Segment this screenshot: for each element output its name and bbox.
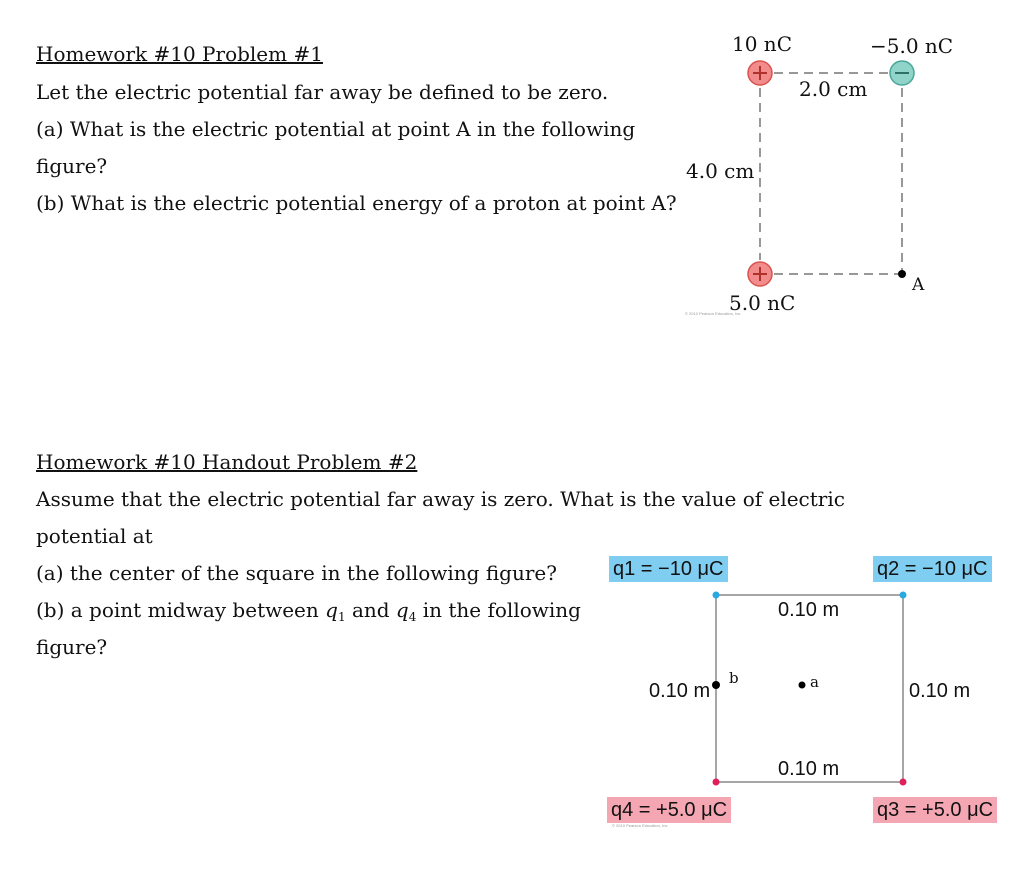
charge-q2-dot (900, 592, 907, 599)
problem1-title: Homework #10 Problem #1 (36, 42, 323, 66)
charge-q3-dot (900, 779, 907, 786)
side-label-right: 0.10 m (909, 680, 971, 702)
problem2-line-5: figure? (36, 635, 108, 659)
point-b-label: b (729, 669, 739, 687)
q2-label: q2 = −10 μC (873, 556, 992, 582)
q1-label: q1 = −10 μC (609, 556, 728, 582)
negative-charge-icon (890, 61, 914, 85)
q3-label: q3 = +5.0 μC (873, 797, 997, 823)
side-label-left: 0.10 m (649, 680, 711, 702)
line4-prefix: (b) a point midway between (36, 598, 326, 622)
charge-label-10nc: 10 nC (732, 32, 792, 56)
charge-label-5nc: 5.0 nC (729, 291, 796, 315)
line4-and: and (345, 598, 396, 622)
charge-label-neg5nc: −5.0 nC (870, 34, 954, 58)
copyright-note: © 2010 Pearson Education, Inc. (612, 823, 669, 828)
side-label-bottom: 0.10 m (778, 758, 840, 780)
subscript-1: 1 (337, 610, 346, 624)
q-symbol: q (325, 598, 338, 622)
problem2-line-4 (36, 598, 581, 624)
problem2-line-3: (a) the center of the square in the following figure? (36, 561, 557, 585)
side-label-top: 0.10 m (778, 599, 840, 621)
problem1-line-3: figure? (36, 154, 108, 178)
point-a-dot (799, 682, 806, 689)
problem2-title: Homework #10 Handout Problem #2 (36, 450, 418, 474)
q-symbol: q (395, 598, 409, 622)
problem1-line-1: Let the electric potential far away be defined to be zero. (36, 80, 609, 104)
point-a-label: a (810, 673, 819, 691)
point-b-dot (712, 681, 720, 689)
problem1-line-4: (b) What is the electric potential energy of a proton at point A? (36, 191, 677, 215)
positive-charge-icon (748, 61, 772, 85)
copyright-note: © 2010 Pearson Education, Inc. (685, 311, 742, 316)
charge-q1-dot (713, 592, 720, 599)
problem2-line-1: Assume that the electric potential far away is zero. What is the value of electric (36, 487, 845, 511)
point-a-dot (898, 270, 906, 278)
line4-suffix: in the following (416, 598, 581, 622)
point-a-label: A (912, 275, 925, 295)
q4-label: q4 = +5.0 μC (607, 797, 731, 823)
subscript-4: 4 (408, 610, 417, 624)
positive-charge-icon (748, 262, 772, 286)
problem1-line-2: (a) What is the electric potential at point A in the following (36, 117, 636, 141)
charge-q4-dot (713, 779, 720, 786)
distance-label-4cm: 4.0 cm (686, 159, 755, 183)
distance-label-2cm: 2.0 cm (799, 77, 868, 101)
problem2-line-2: potential at (36, 524, 153, 548)
